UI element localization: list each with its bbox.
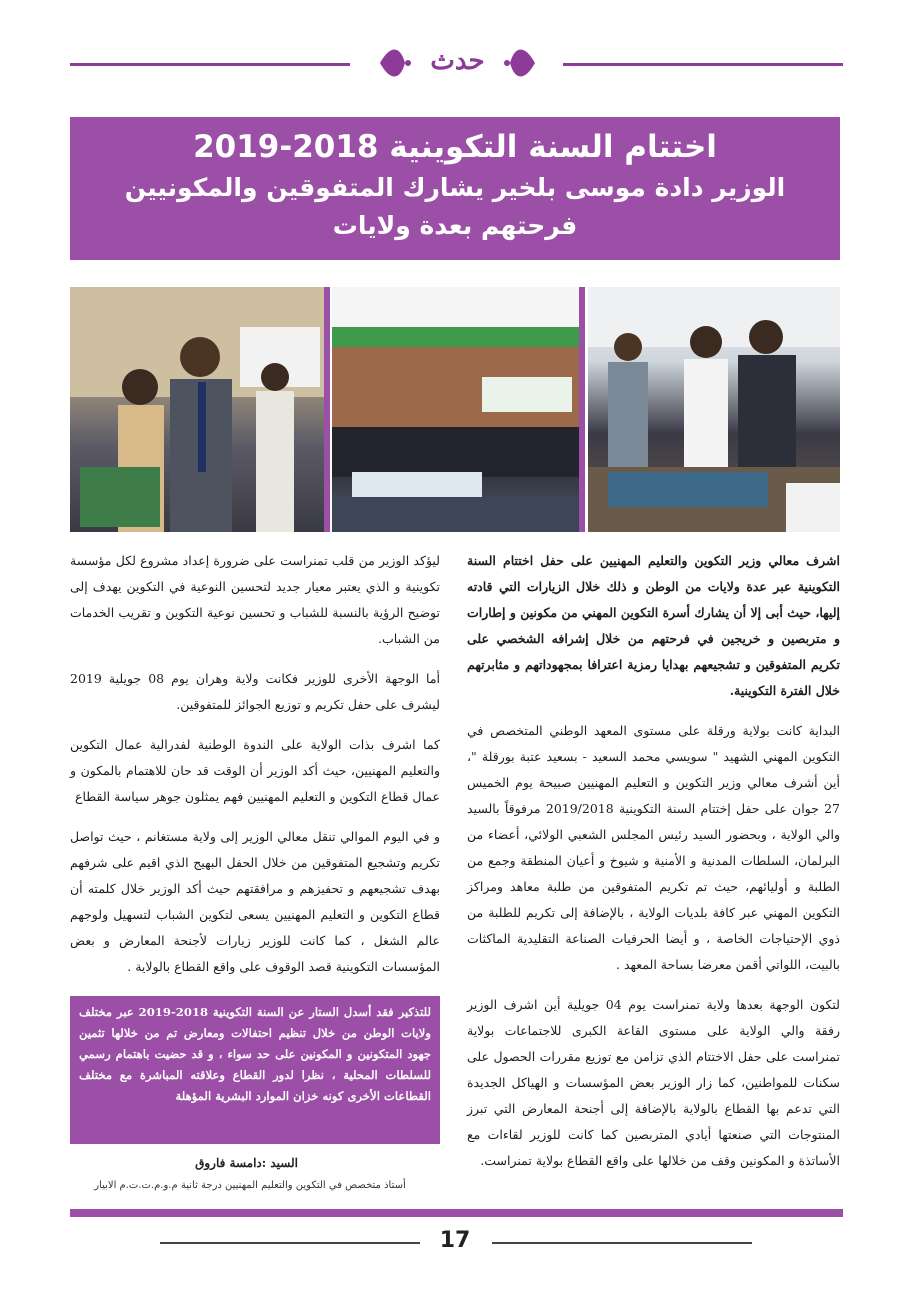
article-right-column — [467, 548, 840, 1188]
article-paragraph: ليؤكد الوزير من قلب تمنراست على ضرورة إعداد مشروع لكل مؤسسة تكوينية و الذي يعتبر معيار جديد لتحسين النوعية في التكوين يهدف إلى توضيح الرؤية بالنسبة للشباب و تحسين نوعية التكوين و تقريب الخدمات من الشباب. — [70, 553, 440, 646]
section-logo — [370, 40, 545, 86]
photo-divider — [579, 287, 585, 532]
article-title: اختتام السنة التكوينية 2018-2019 — [193, 129, 717, 165]
highlight-box: للتذكير فقد أسدل الستار عن السنة التكوينية 2018-2019 عبر مختلف ولايات الوطن من خلال تنظيم احتفالات ومعارض تم من خلالها تثمين جهود المتكونين و المكونين على حد سواء ، و قد حضيت باهتمام رسمي للسلطات المحلية ، نظرا لدور القطاع وعلاقته المباشرة مع مختلف القطاعات الأخرى كونه خزان الموارد البشرية المؤهلة — [70, 996, 440, 1144]
footer-rule-right — [492, 1242, 752, 1244]
author-title: أستاذ متخصص في التكوين والتعليم المهنيين درجة ثانية م.و.م.ت.ت.م الابيار — [94, 1180, 406, 1191]
article-paragraph: كما اشرف بذات الولاية على الندوة الوطنية لفدرالية عمال التكوين والتعليم المهنيين، حيث أكد الوزير أن الوقت قد حان للاهتمام بالمكون و عمال قطاع التكوين و التعليم المهنيين فهم يمثلون جوهر سياسة القطاع — [70, 737, 440, 804]
footer-bar — [70, 1209, 843, 1217]
photo-ceremony-stage — [332, 287, 579, 532]
footer-rule-left — [160, 1242, 420, 1244]
photo-scene-3 — [588, 287, 840, 532]
article-paragraph: لتكون الوجهة بعدها ولاية تمنراست يوم 04 جويلية أين اشرف الوزير رفقة والي الولاية على مستوى القاعة الكبرى للاجتماعات بولاية تمنراست على حفل الاختتام الذي تزامن مع توزيع مقررات الحصول على سكنات للمواطنين، كما زار الوزير بعض المؤسسات و الهياكل الجديدة التي تدعم بها القطاع بالولاية بالإضافة إلى أجنحة المعارض التي تبرز المنتوجات التي صنعتها أيادي المتربصين كما كانت للوزير لقاءات مع الأساتذة و المكونين وقف من خلالها على واقع القطاع بولاية تمنراست. — [467, 997, 840, 1168]
page-number: 17 — [439, 1228, 471, 1253]
header-rule-left — [70, 63, 350, 66]
article-left-column — [70, 548, 440, 994]
article-paragraph: أما الوجهة الأخرى للوزير فكانت ولاية وهران يوم 08 جويلية 2019 ليشرف على حفل تكريم و توزيع الجوائز للمتفوقين. — [70, 671, 440, 712]
photo-exhibition-visit — [588, 287, 840, 532]
photo-minister-with-student — [70, 287, 324, 532]
author-name: السيد :دامسة فاروق — [195, 1156, 298, 1170]
article-intro: اشرف معالي وزير التكوين والتعليم المهنيين على حفل اختتام السنة التكوينية عبر عدة ولايات من الوطن و ذلك خلال الزيارات التي قادته إليها، حيث أبى إلا أن يشارك أسرة التكوين المهني من مكونين و إطارات و متربصين و خريجين في فرحتهم من خلال إشرافه الشخصي على تكريم المتفوقين و تشجيعهم بهدايا رمزية اعترافا بمجهوداتهم و مثابرتهم خلال الفترة التكوينية. — [467, 553, 840, 698]
article-paragraph: البداية كانت بولاية ورقلة على مستوى المعهد الوطني المتخصص في التكوين المهني الشهيد " سويسي محمد السعيد - بسعيد عتبة بورقلة "، أين أشرف معالي وزير التكوين و التعليم المهنيين صبيحة يوم الخميس 27 جوان على حفل إختتام السنة التكوينية 2019/2018 مرفوقاً بالسيد والي الولاية ، وبحضور السيد رئيس المجلس الشعبي الولائي، أعضاء من البرلمان، السلطات المدنية و الأمنية و شيوخ و أعيان المنطقة وجمع من الطلبة و أوليائهم، حيث تم تكريم المتفوقين من طلبة معاهد ومراكز التكوين المهني عبر كافة بلديات الولاية ، بالإضافة إلى تكريم للطلبة من ذوي الإحتياجات الخاصة ، و أيضا الحرفيات الصناعة التقليدية الماكثات بالبيت، اللواتي أقمن معرضا بساحة المعهد . — [467, 723, 840, 972]
article-subtitle: الوزير دادة موسى بلخير يشارك المتفوقين والمكونيين فرحتهم بعدة ولايات — [124, 173, 786, 240]
header-rule-right — [563, 63, 843, 66]
photo-scene-1 — [70, 287, 324, 532]
section-label: حدث — [430, 46, 485, 76]
photo-scene-2 — [332, 287, 579, 532]
photo-divider — [324, 287, 330, 532]
title-banner — [70, 117, 840, 260]
article-paragraph: و في اليوم الموالي تنقل معالي الوزير إلى ولاية مستغانم ، حيث تواصل تكريم وتشجيع المتفوقين من خلال الحفل البهيج الذي اقيم على شرفهم بهدف تشجيعهم و تحفيزهم و مرافقتهم حيث أكد الوزير خلال كلمته أن قطاع التكوين و التعليم المهنيين يسعى لتكوين الشباب لتسهيل ولوجهم عالم الشغل ، كما كانت للوزير زيارات لأجنحة المعارض و بعض المؤسسات التكوينية قصد الوقوف على واقع القطاع بالولاية . — [70, 829, 440, 974]
